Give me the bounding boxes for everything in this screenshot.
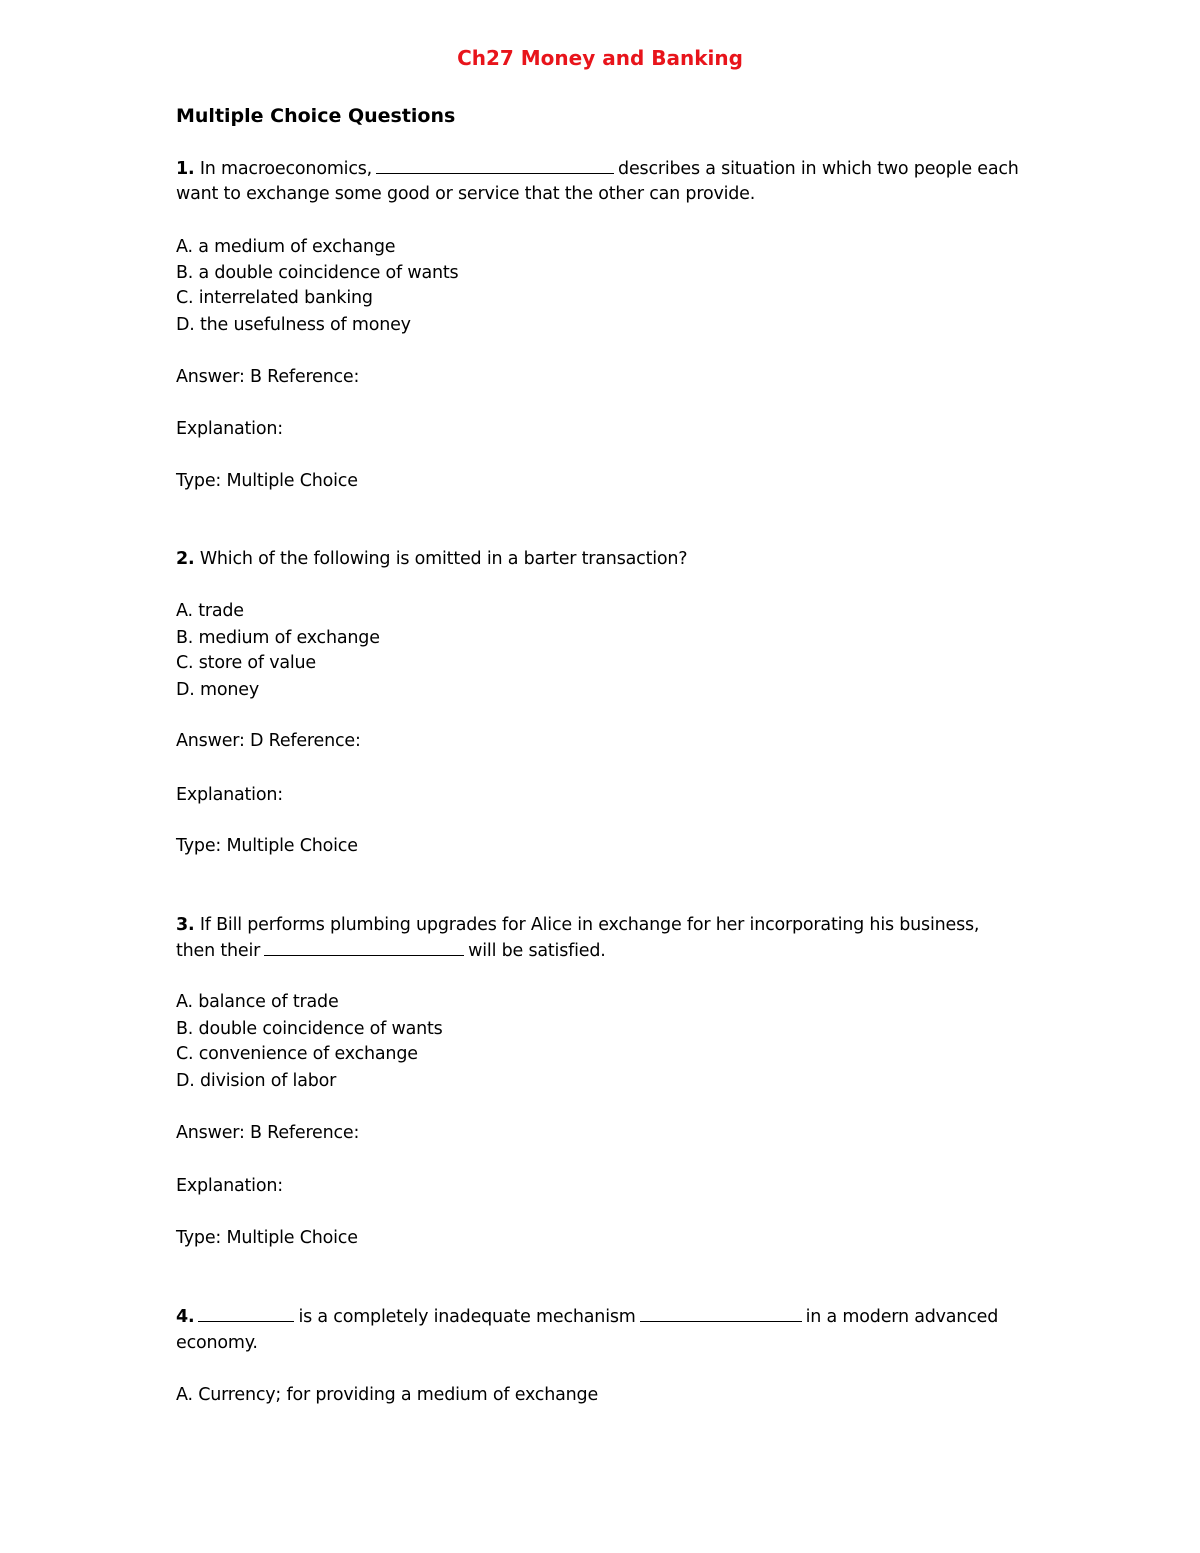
question-4-blank-2: [640, 1303, 802, 1322]
question-3-explanation: Explanation:: [176, 1176, 283, 1196]
question-2-number: 2.: [176, 549, 195, 569]
question-4-blank-1: [198, 1303, 294, 1322]
question-4-stem-line-2: economy.: [176, 1333, 258, 1353]
question-1-type: Type: Multiple Choice: [176, 471, 358, 491]
question-3-type: Type: Multiple Choice: [176, 1228, 358, 1248]
question-4-option-a: A. Currency; for providing a medium of exchange: [176, 1385, 599, 1405]
question-1-stem-after: describes a situation in which two people each: [618, 159, 1019, 179]
question-1-option-a: A. a medium of exchange: [176, 237, 396, 257]
question-2-option-a: A. trade: [176, 601, 244, 621]
question-2-answer: Answer: D Reference:: [176, 731, 361, 751]
question-3-option-c: C. convenience of exchange: [176, 1044, 418, 1064]
question-3-stem-line-1: [176, 912, 979, 938]
question-1-stem-line-1: [176, 155, 1019, 182]
question-2-explanation: Explanation:: [176, 785, 283, 805]
question-3-stem: If Bill performs plumbing upgrades for Alice in exchange for her incorporating his business,: [199, 915, 980, 935]
question-2-option-b: B. medium of exchange: [176, 628, 380, 648]
question-1-blank: [376, 155, 614, 174]
question-1-number: 1.: [176, 159, 195, 179]
question-4-number: 4.: [176, 1307, 195, 1327]
document-title: Ch27 Money and Banking: [457, 46, 743, 70]
question-1-option-d: D. the usefulness of money: [176, 315, 411, 335]
question-2-stem-line-1: [176, 546, 687, 572]
question-2-option-c: C. store of value: [176, 653, 317, 673]
question-1-stem-line-2: want to exchange some good or service that the other can provide.: [176, 184, 756, 204]
question-2-option-d: D. money: [176, 680, 259, 700]
question-4-stem-after: in a modern advanced: [805, 1307, 999, 1327]
question-4-stem-middle: is a completely inadequate mechanism: [298, 1307, 636, 1327]
question-3-stem-line-2: [176, 937, 606, 964]
question-1-answer: Answer: B Reference:: [176, 367, 360, 387]
question-3-option-b: B. double coincidence of wants: [176, 1019, 443, 1039]
question-4-stem-line-1: [176, 1303, 998, 1330]
question-2-stem: Which of the following is omitted in a barter transaction?: [199, 549, 688, 569]
question-3-number: 3.: [176, 915, 195, 935]
question-3-option-d: D. division of labor: [176, 1071, 337, 1091]
question-3-stem-before: then their: [176, 941, 261, 961]
question-3-blank: [264, 937, 464, 956]
question-1-stem-before: In macroeconomics,: [199, 159, 373, 179]
question-2-type: Type: Multiple Choice: [176, 836, 358, 856]
question-3-stem-after: will be satisfied.: [468, 941, 606, 961]
section-heading: Multiple Choice Questions: [176, 105, 456, 127]
question-1-option-c: C. interrelated banking: [176, 288, 373, 308]
question-1-explanation: Explanation:: [176, 419, 283, 439]
question-1-option-b: B. a double coincidence of wants: [176, 263, 459, 283]
question-3-answer: Answer: B Reference:: [176, 1123, 360, 1143]
question-3-option-a: A. balance of trade: [176, 992, 339, 1012]
